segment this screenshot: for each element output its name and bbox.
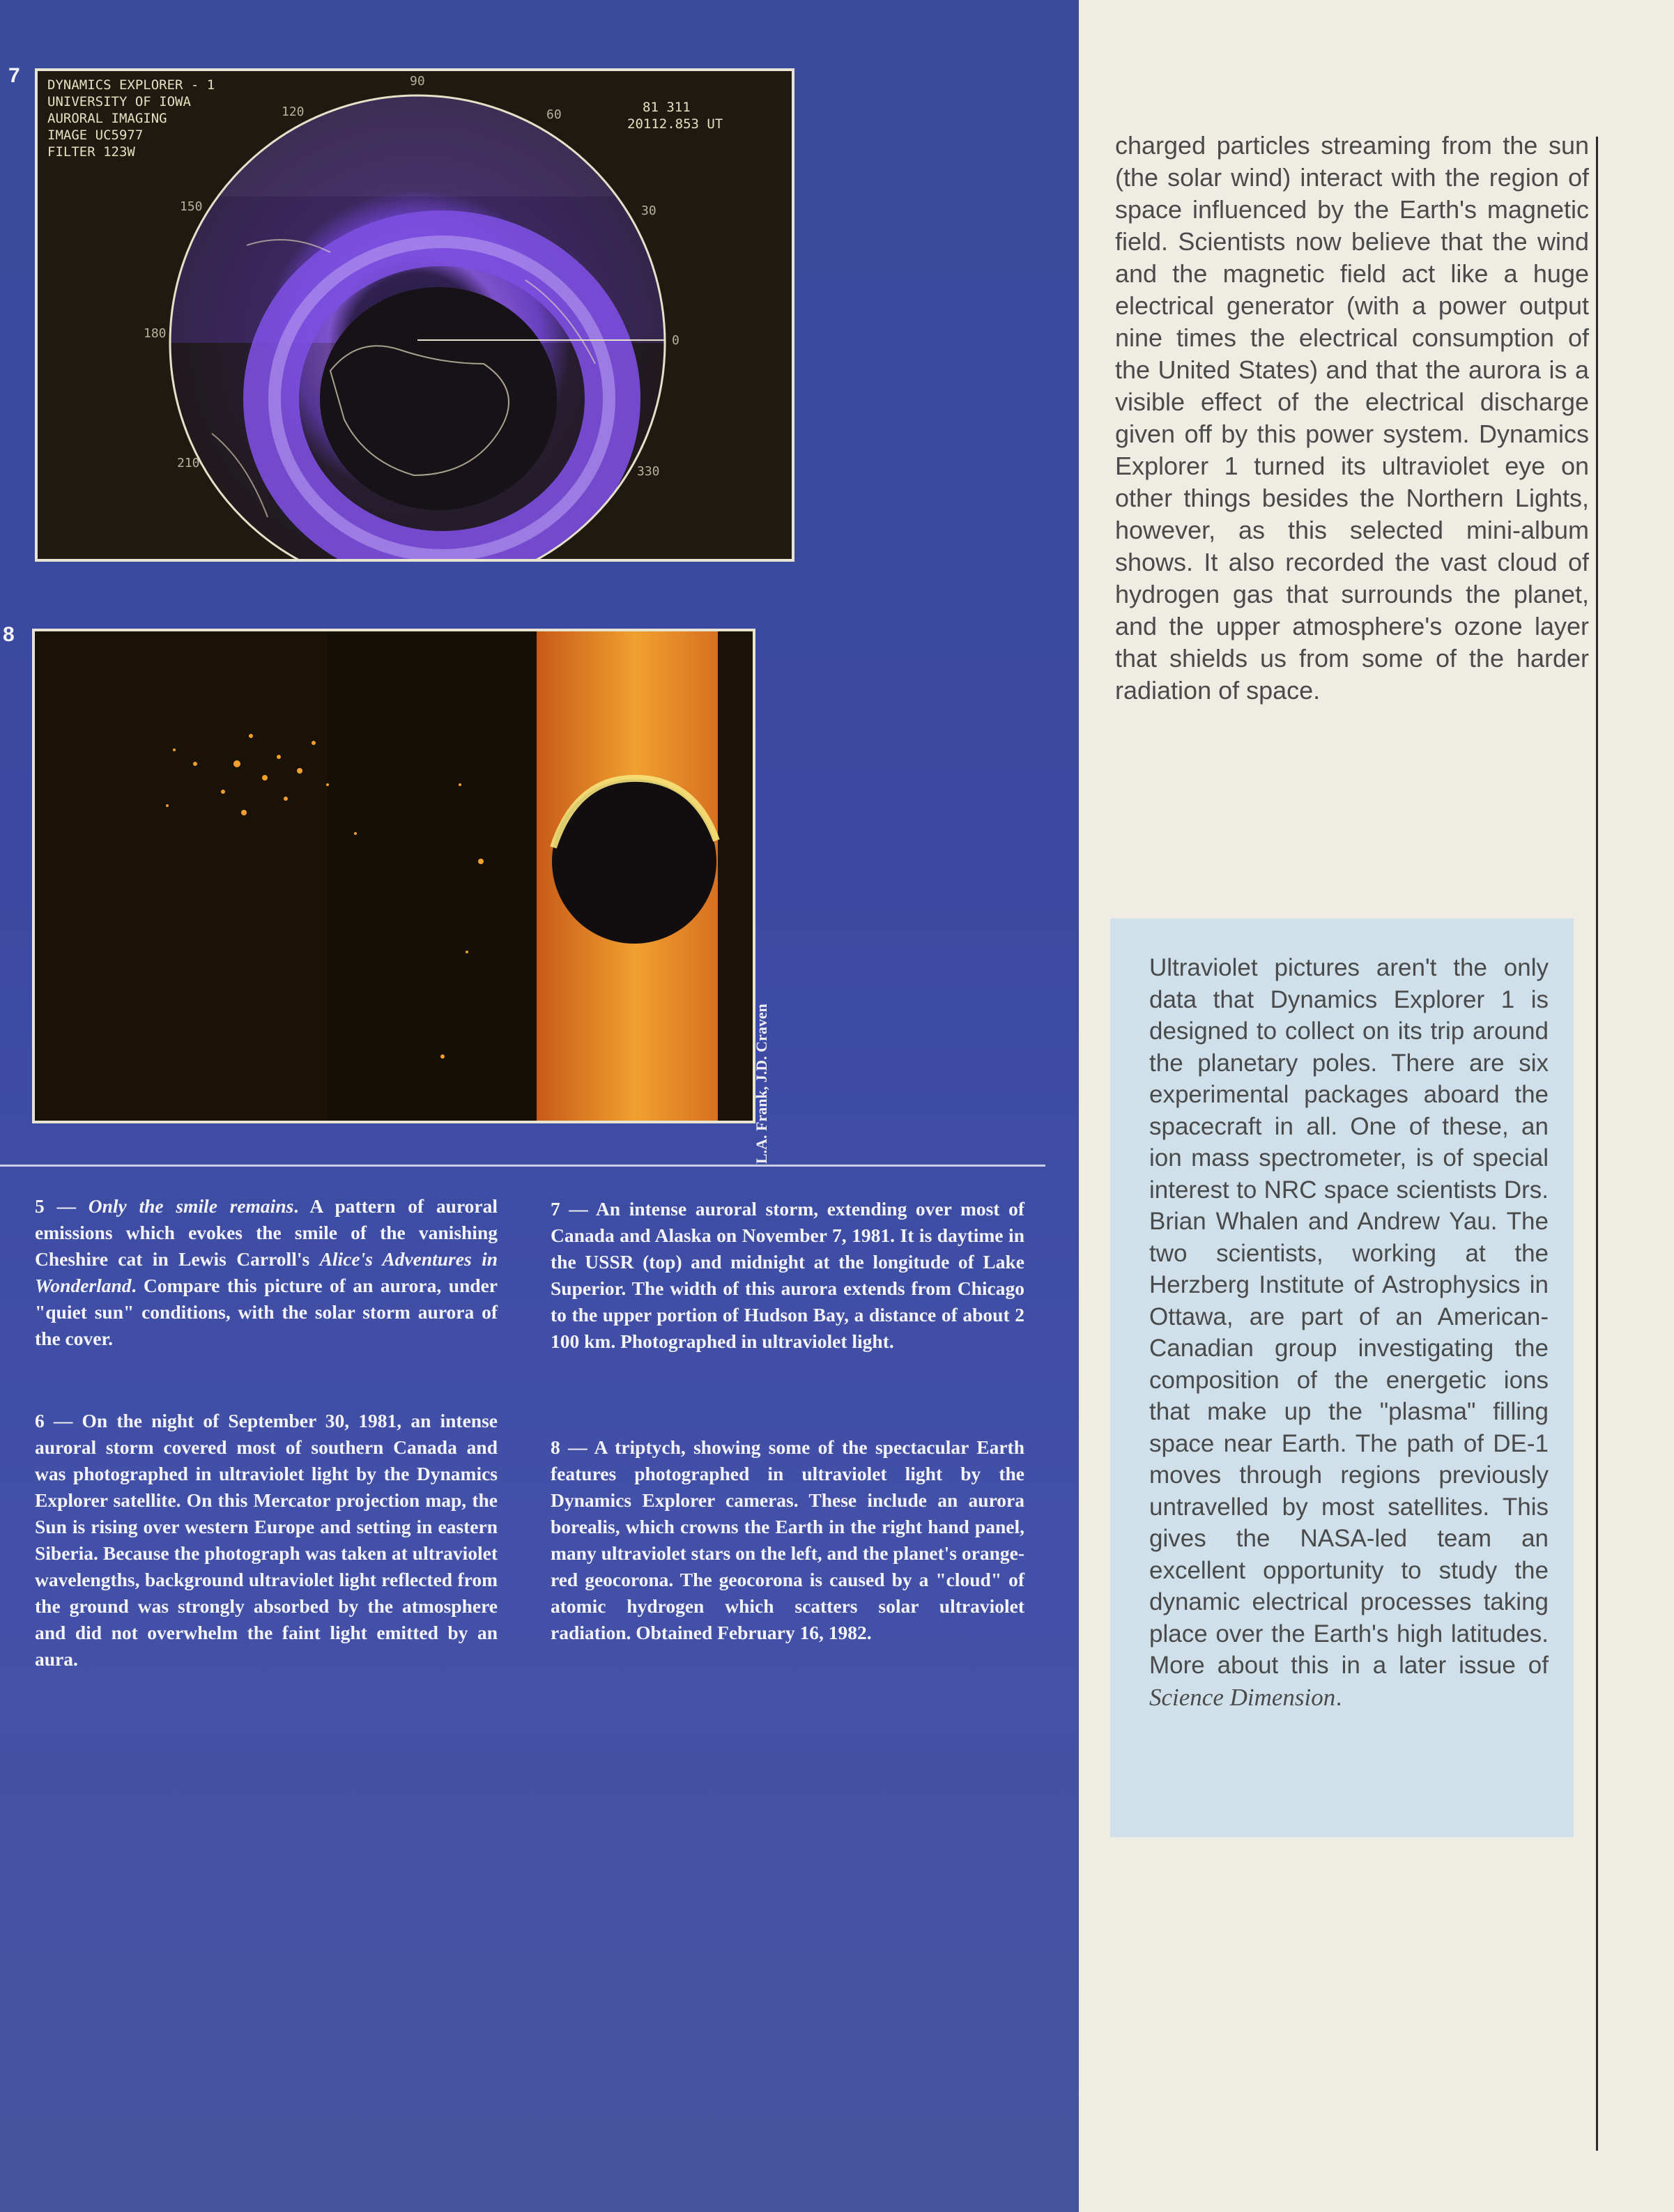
caption-8: 8 — A triptych, showing some of the spectacular Earth features photographed in ultraviolet light by the Dynamics Explorer cameras. These include an aurora borealis, which crowns the Earth in the right hand panel, many ultraviolet stars on the left, and the planet's orange-red geocorona. The geocorona is caused by a "cloud" of atomic hydrogen which scatters solar ultraviolet radiation. Obtained February 16, 1982. [551,1436,1024,1643]
fig7-hud-line-1: DYNAMICS EXPLORER - 1 [47,77,215,93]
fig7-angle-120: 120 [282,105,305,119]
fig7-angle-60: 60 [546,107,562,122]
figure-7-svg [38,71,792,559]
body-text-column: charged particles streaming from the sun (the solar wind) interact with the region of space influenced by the Earth's magnetic field. Scientists now believe that the wind and the magnetic field act like a huge electrical generator (with a power output nine times the electrical consumption of the United States) and that the aurora is a visible effect of the electrical discharge given off by this power system. Dynamics Explorer 1 turned its ultraviolet eye on other things besides the Northern Lights, however, as this selected mini-album shows. It also recorded the vast cloud of hydrogen gas that surrounds the planet, and the upper atmosphere's ozone layer that shields us from some of the harder radiation of space. [1115,131,1589,705]
caption-5-text-a: . A pattern of auroral emissions which evokes the smile of the vanishing Cheshire cat in Lewis Carroll's [35,1195,498,1270]
fig7-angle-90: 90 [410,74,425,89]
photo-credit: L.A. Frank, J.D. Craven [753,1004,770,1164]
caption-5-title: Only the smile remains [88,1195,294,1217]
caption-5 [35,1193,498,1352]
figure-7-aurora-image [35,68,794,562]
fig7-hud-line-3: AURORAL IMAGING [47,111,167,126]
fig7-angle-180: 180 [144,326,167,341]
sidebar-box [1110,919,1574,1837]
caption-5-text-b: . Compare this picture of an aurora, under "quiet sun" conditions, with the solar storm aurora of the cover. [35,1275,498,1349]
fig7-angle-210: 210 [177,456,200,470]
sidebar-text: Ultraviolet pictures aren't the only data that Dynamics Explorer 1 is designed to collect on its trip around the planetary poles. There are six experimental packages aboard the spacecraft in all. One of these, an ion mass spectrometer, is of special interest to NRC space scientists Drs. Brian Whalen and Andrew Yau. The two scientists, working at the Herzberg Institute of Astrophysics in Ottawa, are part of an American-Canadian group investigating the composition of the energetic ions that make up the "plasma" filling space near Earth. The path of DE-1 moves through regions previously untravelled by most satellites. This gives the NASA-led team an excellent opportunity to study the dynamic electrical processes taking place over the Earth's high latitudes. More about this in a later issue of [1149,954,1549,1679]
caption-5-book-title: Alice's Adventures in Wonderland [35,1248,498,1296]
fig7-angle-330: 330 [637,464,660,479]
fig7-time-line-2: 20112.853 UT [627,116,723,132]
sidebar-text-end: . [1335,1683,1343,1711]
caption-divider-rule [0,1165,1045,1167]
figure-7-number: 7 [8,64,20,87]
figure-8-triptych-image [32,629,755,1123]
sidebar-paragraph [1149,952,1549,1713]
caption-6: 6 — On the night of September 30, 1981, an intense auroral storm covered most of southern Canada and was photographed in ultraviolet light by the Dynamics Explorer satellite. On this Mercator projection map, the Sun is rising over western Europe and setting in eastern Siberia. Because the photograph was taken at ultraviolet wavelengths, background ultraviolet light reflected from the ground was strongly absorbed by the atmosphere and did not overwhelm the faint light emitted by an aura. [35,1410,498,1670]
fig7-hud-line-4: IMAGE UC5977 [47,128,144,143]
column-vertical-rule [1596,137,1598,2151]
caption-5-number: 5 — [35,1195,89,1217]
fig7-hud-line-5: FILTER 123W [47,144,135,160]
figure-8-svg [35,631,753,1121]
caption-7: 7 — An intense auroral storm, extending over most of Canada and Alaska on November 7, 1981. It is daytime in the USSR (top) and midnight at the longitude of Lake Superior. The width of this aurora extends from Chicago to the upper portion of Hudson Bay, a distance of about 2 100 km. Photographed in ultraviolet light. [551,1198,1024,1352]
figure-8-number: 8 [3,623,15,646]
fig7-angle-150: 150 [180,199,203,214]
fig7-time-line-1: 81 311 [643,100,691,115]
fig7-angle-0: 0 [672,333,679,348]
fig7-angle-30: 30 [641,203,656,218]
magazine-title: Science Dimension [1149,1683,1336,1711]
fig7-hud-line-2: UNIVERSITY OF IOWA [47,94,191,109]
